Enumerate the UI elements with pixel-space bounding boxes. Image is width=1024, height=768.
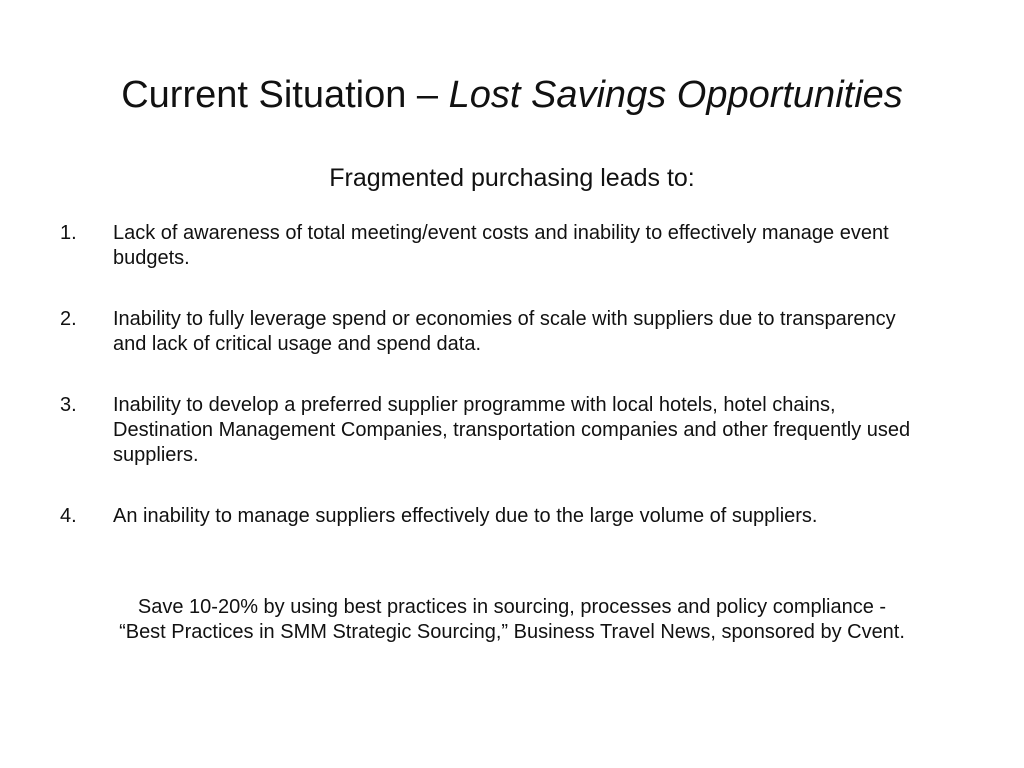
list-item-number: 4. (60, 505, 77, 527)
citation-line-1: Save 10-20% by using best practices in sourcing, processes and policy compliance - (137, 596, 887, 618)
list-item (60, 221, 960, 271)
list-item-text: Inability to develop a preferred supplier programme with local hotels, hotel chains, Destination Management Companies, transportation companies and other frequently used suppliers. (113, 394, 911, 466)
slide-title-emphasis: Lost Savings Opportunities (448, 74, 903, 116)
list-item-number: 2. (60, 308, 77, 330)
list-item-text: Lack of awareness of total meeting/event costs and inability to effectively manage event budgets. (113, 222, 889, 269)
list-item-text: Inability to fully leverage spend or economies of scale with suppliers due to transparency and lack of critical usage and spend data. (113, 308, 896, 355)
slide-title (0, 70, 1024, 120)
list-item (60, 307, 960, 357)
slide-title-main: Current Situation – (121, 74, 449, 116)
list-item-text: An inability to manage suppliers effectively due to the large volume of suppliers. (113, 505, 818, 527)
citation-note (0, 595, 1024, 645)
citation-line-2: “Best Practices in SMM Strategic Sourcing,” Business Travel News, sponsored by Cvent. (119, 621, 905, 643)
list-item-number: 1. (60, 222, 77, 244)
slide-subtitle: Fragmented purchasing leads to: (329, 164, 695, 192)
list-item-number: 3. (60, 394, 77, 416)
list-item (60, 504, 960, 529)
list-item (60, 393, 960, 468)
